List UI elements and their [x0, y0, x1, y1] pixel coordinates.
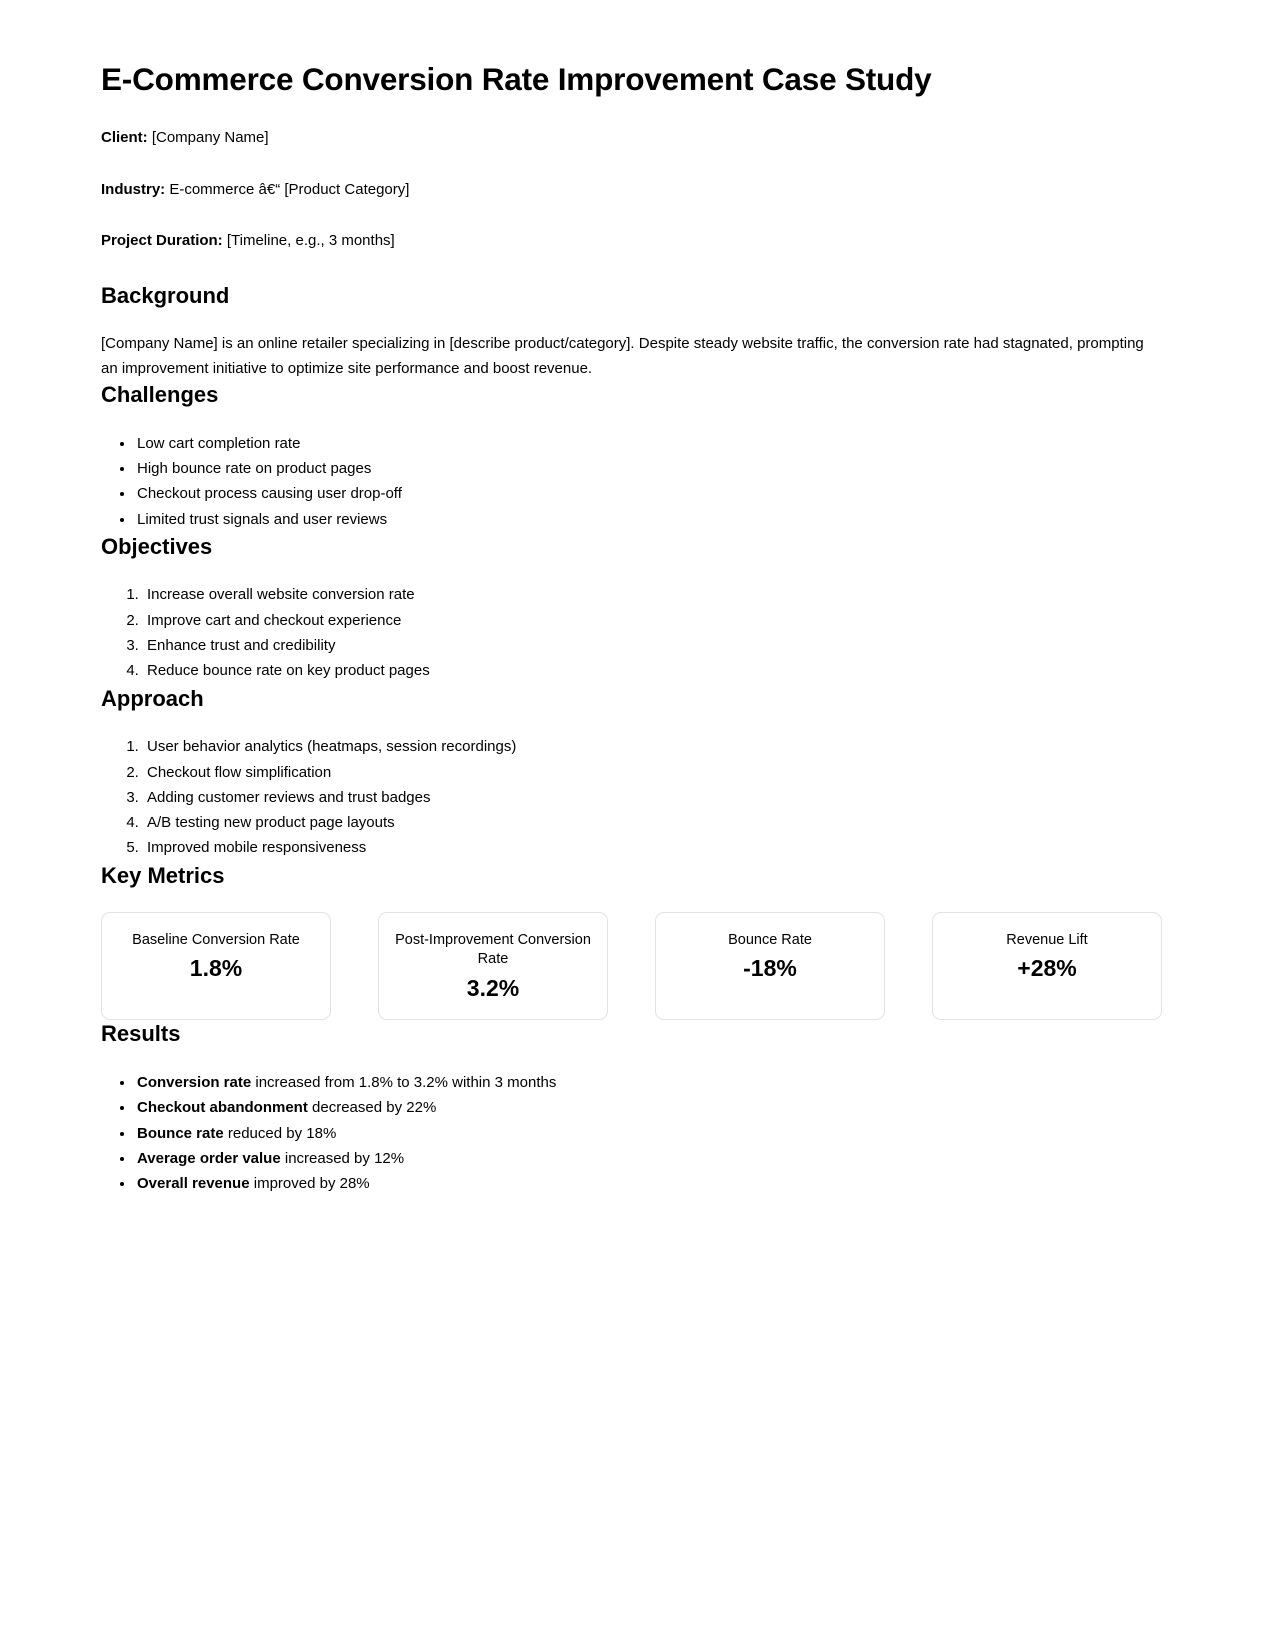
metric-card-post-improvement-conversion-rate	[378, 912, 608, 1020]
list-item: 4. Reduce bounce rate on key product pages	[143, 659, 1162, 683]
list-item: • High bounce rate on product pages	[135, 457, 1162, 481]
meta-line-project-duration	[101, 230, 1162, 253]
list-item: 5. Improved mobile responsiveness	[143, 836, 1162, 860]
list-item	[135, 1096, 1162, 1120]
meta-value-industry: E-commerce â€“ [Product Category]	[165, 180, 410, 198]
meta-label-project-duration: Project Duration:	[101, 232, 223, 250]
metric-card-baseline-conversion-rate	[101, 912, 331, 1020]
metric-value: -18%	[743, 955, 797, 982]
metric-value: 1.8%	[189, 955, 243, 982]
list-item: • Checkout process causing user drop-off	[135, 482, 1162, 506]
metric-value: +28%	[1017, 955, 1077, 982]
result-term: Checkout abandonment	[137, 1099, 308, 1117]
background-paragraph: [Company Name] is an online retailer specializing in [describe product/category]. Despite steady website traffic, the conversion rate had stagnated, prompting an improvement initiative to optimize site performance and boost revenue.	[101, 335, 1144, 377]
meta-line-industry	[101, 179, 1162, 202]
section-heading-background: Background	[101, 282, 230, 308]
meta-value-project-duration: [Timeline, e.g., 3 months]	[222, 232, 395, 250]
metric-card-bounce-rate	[655, 912, 885, 1020]
list-item: 1. Increase overall website conversion rate	[143, 583, 1162, 607]
list-item: 3. Adding customer reviews and trust badges	[143, 786, 1162, 810]
key-metrics-cards	[101, 912, 1162, 1020]
list-item	[135, 1122, 1162, 1146]
list-item: 1. User behavior analytics (heatmaps, session recordings)	[143, 735, 1162, 759]
results-list	[101, 1071, 1162, 1196]
result-detail: improved by 28%	[249, 1175, 370, 1193]
result-detail: increased by 12%	[280, 1149, 405, 1167]
result-term: Overall revenue	[137, 1175, 250, 1193]
metric-label: Revenue Lift	[1006, 932, 1088, 949]
metric-card-revenue-lift	[932, 912, 1162, 1020]
meta-line-client	[101, 127, 1162, 150]
section-heading-approach: Approach	[101, 685, 204, 711]
meta-value-client: [Company Name]	[147, 129, 269, 147]
approach-list	[101, 735, 1162, 860]
result-detail: reduced by 18%	[223, 1124, 337, 1142]
result-term: Conversion rate	[137, 1074, 252, 1092]
list-item	[135, 1071, 1162, 1095]
list-item: • Limited trust signals and user reviews	[135, 508, 1162, 532]
result-term: Average order value	[137, 1149, 281, 1167]
list-item	[135, 1172, 1162, 1196]
list-item: 4. A/B testing new product page layouts	[143, 811, 1162, 835]
section-heading-objectives: Objectives	[101, 533, 213, 559]
section-heading-results: Results	[101, 1021, 181, 1047]
meta-label-industry: Industry:	[101, 180, 166, 198]
result-detail: decreased by 22%	[307, 1099, 437, 1117]
metric-label: Bounce Rate	[728, 932, 812, 949]
section-heading-key-metrics: Key Metrics	[101, 862, 225, 888]
meta-label-client: Client:	[101, 129, 148, 147]
metric-value: 3.2%	[466, 974, 520, 1001]
objectives-list	[101, 583, 1162, 683]
list-item: 2. Checkout flow simplification	[143, 761, 1162, 785]
list-item	[135, 1147, 1162, 1171]
list-item: 2. Improve cart and checkout experience	[143, 609, 1162, 633]
metric-label: Post-Improvement Conversion Rate	[395, 932, 591, 968]
page-title: E-Commerce Conversion Rate Improvement Case Study	[101, 61, 932, 97]
list-item: 3. Enhance trust and credibility	[143, 634, 1162, 658]
result-detail: increased from 1.8% to 3.2% within 3 months	[251, 1074, 557, 1092]
list-item: • Low cart completion rate	[135, 432, 1162, 456]
section-heading-challenges: Challenges	[101, 382, 219, 408]
challenges-list	[101, 432, 1162, 532]
metric-label: Baseline Conversion Rate	[132, 932, 300, 949]
result-term: Bounce rate	[137, 1124, 224, 1142]
